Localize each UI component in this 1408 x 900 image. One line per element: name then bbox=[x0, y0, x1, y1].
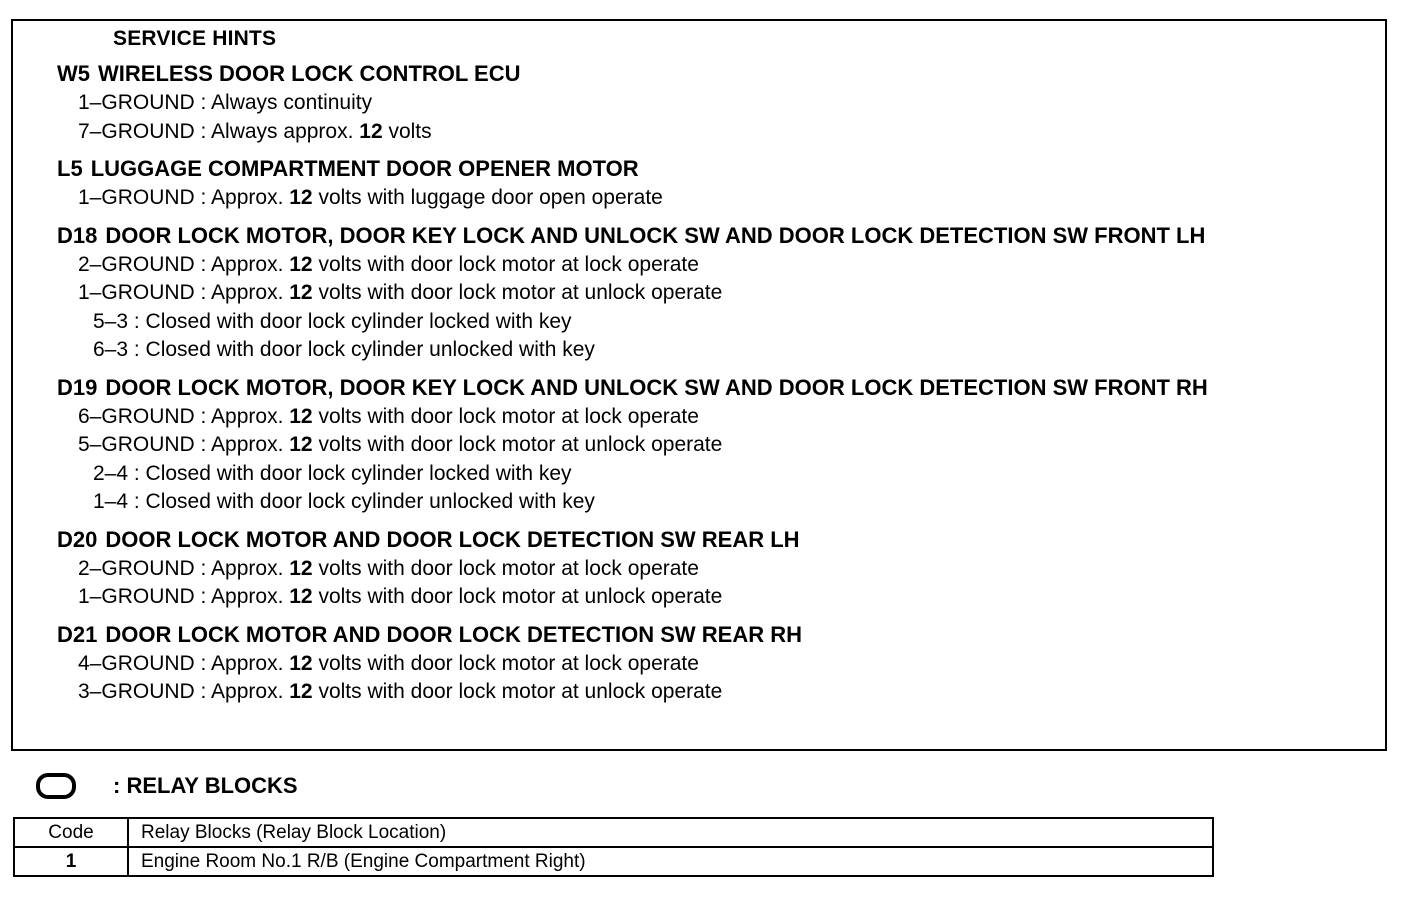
hint-text: 5–GROUND : Approx. bbox=[78, 433, 290, 456]
hint-line bbox=[57, 583, 1387, 612]
service-hints-box bbox=[11, 19, 1387, 751]
hint-text: volts with door lock motor at unlock operate bbox=[312, 433, 723, 456]
hint-line bbox=[57, 336, 1387, 365]
hint-text: volts with door lock motor at unlock operate bbox=[312, 281, 723, 304]
hint-text: 4–GROUND : Approx. bbox=[78, 651, 290, 675]
table-row bbox=[14, 847, 1213, 876]
hint-text: 3–GROUND : Approx. bbox=[78, 680, 290, 703]
hint-line bbox=[57, 678, 1387, 707]
hint-text: 5–3 : Closed with door lock cylinder locked with key bbox=[93, 309, 572, 333]
hint-text: 7–GROUND : Always approx. bbox=[78, 119, 360, 143]
component-name: WIRELESS DOOR LOCK CONTROL ECU bbox=[98, 61, 521, 86]
relay-blocks-title: : RELAY BLOCKS bbox=[113, 773, 298, 798]
hint-text: 2–GROUND : Approx. bbox=[78, 252, 290, 276]
hint-line bbox=[57, 488, 1387, 517]
hint-line bbox=[57, 555, 1387, 584]
hint-text: 2–GROUND : Approx. bbox=[78, 556, 290, 580]
section-heading bbox=[57, 620, 1387, 650]
connector-code: W5 bbox=[57, 61, 90, 86]
hint-text: volts with luggage door open operate bbox=[312, 186, 663, 209]
section-heading bbox=[57, 59, 1387, 89]
component-name: DOOR LOCK MOTOR AND DOOR LOCK DETECTION SW REAR LH bbox=[105, 526, 800, 552]
service-hints-content bbox=[57, 59, 1387, 715]
hint-line bbox=[57, 308, 1387, 337]
component-name: LUGGAGE COMPARTMENT DOOR OPENER MOTOR bbox=[90, 156, 639, 181]
hint-line bbox=[57, 118, 1387, 147]
hint-text: volts with door lock motor at unlock operate bbox=[312, 585, 723, 608]
section-heading bbox=[57, 154, 1387, 184]
hint-voltage: 12 bbox=[289, 585, 313, 608]
component-name: DOOR LOCK MOTOR, DOOR KEY LOCK AND UNLOCK SW AND DOOR LOCK DETECTION SW FRONT LH bbox=[105, 222, 1206, 248]
hint-text: 1–GROUND : Approx. bbox=[78, 186, 290, 209]
relay-blocks-heading bbox=[36, 766, 298, 806]
hint-voltage: 12 bbox=[289, 556, 313, 580]
hint-line bbox=[57, 431, 1387, 460]
hint-section-d19 bbox=[57, 373, 1387, 517]
hint-text: volts with door lock motor at lock operate bbox=[312, 556, 699, 580]
hint-text: 2–4 : Closed with door lock cylinder locked with key bbox=[93, 461, 572, 485]
hint-voltage: 12 bbox=[289, 680, 313, 703]
hint-text: volts with door lock motor at lock operate bbox=[312, 651, 699, 675]
connector-code: D20 bbox=[57, 526, 98, 552]
hint-voltage: 12 bbox=[289, 186, 313, 209]
connector-code: D19 bbox=[57, 374, 98, 400]
hint-section-d21 bbox=[57, 620, 1387, 707]
hint-text: 6–GROUND : Approx. bbox=[78, 404, 290, 428]
component-name: DOOR LOCK MOTOR AND DOOR LOCK DETECTION SW REAR RH bbox=[105, 621, 803, 647]
hint-text: 6–3 : Closed with door lock cylinder unlocked with key bbox=[93, 338, 595, 361]
hint-text: volts with door lock motor at unlock operate bbox=[312, 680, 723, 703]
section-heading bbox=[57, 373, 1387, 403]
rounded-rectangle-relay-icon bbox=[36, 773, 76, 799]
hint-voltage: 12 bbox=[289, 281, 313, 304]
hint-line bbox=[57, 279, 1387, 308]
hint-voltage: 12 bbox=[289, 404, 313, 428]
hint-line bbox=[57, 403, 1387, 432]
hint-text: volts bbox=[382, 119, 432, 143]
section-heading bbox=[57, 221, 1387, 251]
hint-voltage: 12 bbox=[289, 433, 313, 456]
connector-code: L5 bbox=[57, 156, 83, 181]
connector-code: D21 bbox=[57, 621, 98, 647]
section-heading bbox=[57, 525, 1387, 555]
hint-text: 1–GROUND : Approx. bbox=[78, 585, 290, 608]
hint-line bbox=[57, 650, 1387, 679]
hint-text: volts with door lock motor at lock operate bbox=[312, 404, 699, 428]
service-hints-title: SERVICE HINTS bbox=[85, 26, 300, 52]
hint-text: 1–4 : Closed with door lock cylinder unlocked with key bbox=[93, 490, 595, 513]
hint-voltage: 12 bbox=[289, 651, 313, 675]
relay-location-cell: Engine Room No.1 R/B (Engine Compartment Right) bbox=[128, 847, 1213, 876]
hint-line bbox=[57, 184, 1387, 213]
hint-text: 1–GROUND : Approx. bbox=[78, 281, 290, 304]
hint-voltage: 12 bbox=[359, 119, 383, 143]
column-header-code: Code bbox=[14, 818, 128, 847]
connector-code: D18 bbox=[57, 222, 98, 248]
hint-section-d18 bbox=[57, 221, 1387, 365]
relay-code-cell: 1 bbox=[14, 847, 128, 876]
component-name: DOOR LOCK MOTOR, DOOR KEY LOCK AND UNLOCK SW AND DOOR LOCK DETECTION SW FRONT RH bbox=[105, 374, 1208, 400]
hint-section-w5 bbox=[57, 59, 1387, 146]
hint-line bbox=[57, 251, 1387, 280]
hint-voltage: 12 bbox=[289, 252, 313, 276]
column-header-location: Relay Blocks (Relay Block Location) bbox=[128, 818, 1213, 847]
hint-section-d20 bbox=[57, 525, 1387, 612]
relay-blocks-table bbox=[13, 817, 1214, 877]
hint-section-l5 bbox=[57, 154, 1387, 213]
table-header-row bbox=[14, 818, 1213, 847]
hint-text: 1–GROUND : Always continuity bbox=[78, 91, 373, 114]
hint-line bbox=[57, 89, 1387, 118]
hint-line bbox=[57, 460, 1387, 489]
hint-text: volts with door lock motor at lock operate bbox=[312, 252, 699, 276]
